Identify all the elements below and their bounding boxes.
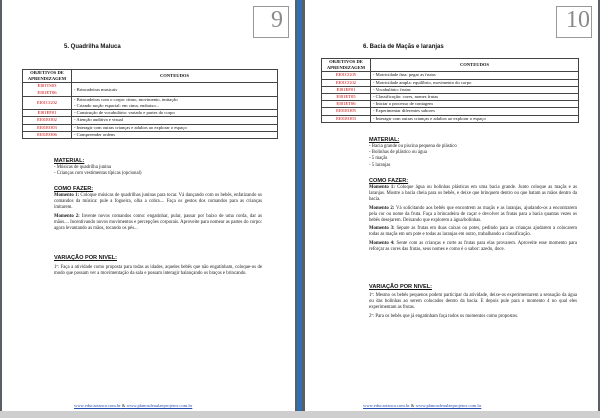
content-cell: - Experimentar diferentes sabores: [371, 108, 579, 115]
material-item: - Crianças com vestimentas típicas (opcional): [54, 171, 142, 177]
how-to-text: [369, 185, 577, 255]
material-heading: MATERIAL:: [369, 137, 400, 143]
material-item: - Bolinhas de plástico ou água: [369, 150, 427, 156]
how-to-paragraph: [54, 193, 262, 212]
objective-code-cell: EI01EO05: [322, 108, 371, 115]
material-heading: MATERIAL:: [54, 158, 85, 164]
page-number: 10: [566, 7, 590, 33]
header-objectives: OBJETIVOS DE APRENDIZAGEM: [23, 70, 72, 83]
objectives-table: [22, 69, 278, 139]
activity-title: 6. Bacia de Maçãs e laranjas: [363, 44, 444, 50]
objective-code-cell: EI01CG02: [322, 79, 371, 86]
content-cell: - Iniciar o processo de contagem: [371, 101, 579, 108]
content-cell: - Vocabulário: frutas: [371, 86, 579, 93]
footer-ampersand: &: [120, 403, 127, 408]
table-row: [322, 86, 579, 93]
objective-code-cell: EI01EO03: [322, 115, 371, 122]
table-header-row: [322, 59, 579, 72]
objective-code-cell: EI01EF01: [322, 86, 371, 93]
footer-ampersand: &: [409, 403, 416, 408]
table-row: [23, 131, 278, 138]
material-list: [369, 144, 569, 169]
moment-label: Momento 3:: [369, 226, 395, 232]
material-list: [54, 165, 254, 177]
content-cell: - Brincadeiras musicais: [72, 83, 278, 96]
how-to-paragraph: [369, 185, 577, 204]
content-cell: - Compreender ordens: [72, 131, 278, 138]
material-item: - Músicas de quadrilha junina: [54, 165, 112, 170]
table-row: [23, 96, 278, 109]
table-row: [322, 79, 579, 86]
header-contents: CONTEUDOS: [371, 59, 579, 72]
content-cell: - Interagir com outras crianças e adultos ao explorar o espaço: [72, 124, 278, 131]
variation-paragraph: 1º: Faça a atividade como proposta para todas as idades, aqueles bebês que não engatinham, coloque-os de modo que possam ver a movimentação da sala e possam interagir balançando os braços e brincando.: [54, 265, 262, 277]
page-number: 9: [271, 7, 283, 33]
header-objectives: OBJETIVOS DE APRENDIZAGEM: [322, 59, 371, 72]
objective-code-cell: EI01ET05: [322, 94, 371, 101]
variation-heading: VARIAÇÃO POR NIVEL:: [369, 284, 432, 290]
content-cell: - Classificação: cores, nomes frutas: [371, 94, 579, 101]
objective-code-cell: EI01EO02: [23, 117, 72, 124]
footer-link-educarianca[interactable]: www.educarianca.com.br: [74, 403, 121, 408]
content-cell: - Construção de vocabulário: variado e partes do corpo: [72, 110, 278, 117]
objectives-table-body: [322, 72, 579, 122]
moment-label: Momento 2:: [369, 205, 395, 211]
header-contents: CONTEUDOS: [72, 70, 278, 83]
pane-divider: [297, 0, 302, 418]
moment-label: Momento 4:: [369, 240, 395, 246]
objective-code-cell: EI01EF01: [23, 110, 72, 117]
moment-label: Momento 2:: [54, 213, 80, 219]
material-item: - 5 maçãs: [369, 156, 388, 162]
moment-text: Vá solicitando aos bebês que encontrem as maçãs e as laranjas, ajudando-os a encontrarem pela cor ou nome da fruta. Faça a brincadeira de caçar e devolver as frutas para a bacia quantas vezes os bebês desejarem. Deixando que explorem a água/bolinhas.: [369, 205, 577, 224]
table-row: [322, 94, 579, 101]
how-to-heading: COMO FAZER:: [54, 186, 94, 192]
moment-text: Coloque água ou bolinhas plásticas em uma bacia grande. Junto coloque as maçãs e as laranjas. Mostre a bacia cheia para os bebês, e deixe que brinquem dentro ou que batam as mãos dentro da bacia.: [369, 185, 577, 203]
content-cell: - Brincadeiras com o corpo: ritmo, movimento, imitação - Criando noção espacial: em cima, embaixo...: [72, 96, 278, 109]
content-cell: - Interagir com outras crianças e adultos ao explorar o espaço: [371, 115, 579, 122]
document-page-9: [2, 0, 295, 411]
moment-text: Coloque músicas de quadrilhas juninas para tocar. Vá dançando com os bebês, enfatizando os comandos da música: pule a fogueira, olha a cobra.... Faça os gestos dos comandos para as crianças imitarem.: [54, 193, 262, 211]
table-row: [322, 101, 579, 108]
footer-link-planos[interactable]: www.planosdeaulaeprojetos.com.br: [415, 403, 482, 408]
activity-title: 5. Quadrilha Maluca: [64, 44, 121, 50]
variation-heading: VARIAÇÃO POR NIVEL:: [54, 255, 117, 261]
table-row: [23, 83, 278, 96]
table-row: [23, 124, 278, 131]
how-to-paragraph: [54, 214, 262, 233]
how-to-heading: COMO FAZER:: [369, 178, 409, 184]
objective-code-cell: EI01EO06: [23, 131, 72, 138]
table-row: [322, 115, 579, 122]
footer-links: [363, 403, 481, 408]
objective-code-cell: EI01ET06: [322, 101, 371, 108]
table-row: [23, 110, 278, 117]
objectives-table: [321, 58, 579, 123]
moment-text: Separe as frutas em duas caixas ou potes, pedindo para as crianças ajudarem a colocarem todas as maçãs em um pote e todas as laranjas em outro, trabalhando a classificação.: [369, 226, 577, 238]
material-item: - Bacia grande ou piscina pequena de plástico: [369, 144, 457, 149]
document-page-10: [305, 0, 598, 411]
how-to-paragraph: [369, 206, 577, 225]
moment-label: Momento 1:: [369, 185, 395, 190]
footer-link-planos[interactable]: www.planosdeaulaeprojetos.com.br: [126, 403, 193, 408]
variation-paragraph: 1º: Mesmo os bebês pequenos podem participar da atividade, deixe-os experimentarem a sensação da água ou das bolinhas ao serem colocados dentro da bacia. E depois pule para o momento 4 no qual eles experimentam as frutas.: [369, 293, 577, 311]
how-to-paragraph: [369, 241, 577, 253]
table-row: [322, 72, 579, 79]
objective-code-cell: EI01EO03: [23, 124, 72, 131]
content-cell: - Motricidade fina: pegar as frutas: [371, 72, 579, 79]
moment-text: Invente novos comandos como: engatinhar, pular, passar por baixo de uma corda, dar as mãos.... Incentivando novos movimentos e percepções corporais. Aproveite para nomear as partes do corpo: agora levantando as mãos, tocando os pés...: [54, 213, 262, 232]
variation-text: [369, 293, 577, 322]
objective-code-cell: EI01CG02: [23, 96, 72, 109]
how-to-text: [54, 193, 262, 234]
how-to-paragraph: [369, 226, 577, 238]
moment-text: Sente com as crianças e corte as frutas para elas provarem. Aproveite esse momento para reforçar as cores das frutas, seus nomes e como é o sabor: azedo, doce.: [369, 240, 577, 252]
content-cell: - Motricidade ampla: equilíbrio, movimento do corpo: [371, 79, 579, 86]
table-row: [23, 117, 278, 124]
objective-code-cell: EI01CG05: [322, 72, 371, 79]
objective-code-cell: EI01TS03 EI01ET06: [23, 83, 72, 96]
variation-paragraph: 2º: Para os bebês que já engatinham faça todos os momentos como propostos.: [369, 313, 519, 319]
table-header-row: [23, 70, 278, 83]
objectives-table-body: [23, 83, 278, 139]
status-strip: [0, 411, 600, 418]
material-item: - 5 laranjas: [369, 162, 391, 168]
table-row: [322, 108, 579, 115]
variation-text: [54, 265, 262, 279]
moment-label: Momento 1:: [54, 193, 80, 198]
content-cell: - Atenção auditiva e visual: [72, 117, 278, 124]
footer-link-educarianca[interactable]: www.educarianca.com.br: [363, 403, 410, 408]
footer-links: [74, 403, 192, 408]
